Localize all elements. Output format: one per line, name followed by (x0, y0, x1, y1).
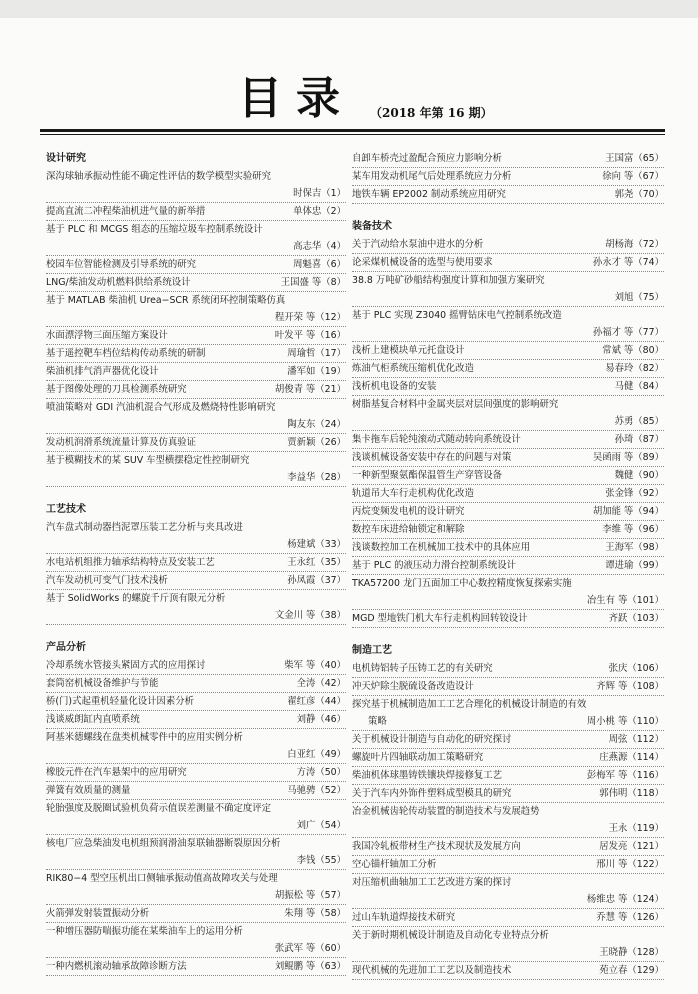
toc-entry-author-page: 周弦（112） (606, 731, 664, 748)
toc-entry (46, 870, 346, 887)
toc-entry-author-page: 庄燕源（114） (596, 749, 664, 766)
toc-entry-title: 喷油策略对 GDI 汽油机混合气形成及燃烧特性影响研究 (46, 399, 278, 416)
toc-entry-title: 对压缩机曲轴加工工艺改进方案的探讨 (352, 874, 514, 891)
toc-entry (46, 940, 346, 958)
toc-entry (46, 469, 346, 487)
page-title: 目录 (238, 73, 354, 124)
toc-entry-author-page: 时保吉（1） (290, 185, 346, 202)
toc-entry (352, 378, 664, 396)
toc-entry (352, 413, 664, 431)
toc-entry (352, 186, 664, 204)
toc-entry (46, 746, 346, 764)
toc-entry-title: LNG/柴油发动机燃料供给系统设计 (46, 274, 194, 291)
toc-entry (352, 785, 664, 803)
toc-entry (352, 678, 664, 696)
toc-entry (352, 342, 664, 360)
toc-entry-author-page: 魏健（90） (612, 467, 664, 484)
toc-entry-title: 核电厂应急柴油发电机组预润滑油泵联轴器断裂原因分析 (46, 835, 283, 852)
left-column (46, 150, 346, 990)
section-heading: 制造工艺 (352, 645, 392, 656)
toc-entry (352, 539, 664, 557)
toc-entry-author-page: 孙福才 等（77） (590, 324, 664, 341)
toc-entry-title: 集卡拖车后轮纯滚动式随动转向系统设计 (352, 431, 524, 448)
toc-entry (352, 431, 664, 449)
toc-entry-title: 冲天炉除尘脱硫设备改造设计 (352, 678, 477, 695)
toc-entry-author-page: 全涛（42） (294, 675, 346, 692)
toc-entry-author-page: 李钱（55） (294, 852, 346, 869)
toc-entry-author-page: 胡振松 等（57） (272, 887, 346, 904)
toc-entry-title: 冷却系统水管接头紧固方式的应用探讨 (46, 657, 208, 674)
toc-entry (46, 256, 346, 274)
toc-entry-title: 水面漂浮物三面压缩方案设计 (46, 327, 171, 344)
toc-entry (46, 434, 346, 452)
toc-entry-author-page: 王晓静（128） (596, 944, 664, 961)
toc-section (46, 501, 346, 625)
toc-entry-title: 一种新型聚氨酯保温管生产穿管设备 (352, 467, 505, 484)
toc-entry-author-page: 徐向 等（67） (599, 168, 664, 185)
toc-entry-title: 汽车盘式制动器挡泥罩压装工艺分析与夹具改进 (46, 519, 246, 536)
toc-entry-title: MGD 型地铁门机大车行走机构回转铰设计 (352, 610, 531, 627)
toc-entry-author-page: 李维 等（96） (599, 521, 664, 538)
toc-entry-author-page: 白亚红（49） (284, 746, 346, 763)
toc-entry-title: 橡胶元件在汽车悬架中的应用研究 (46, 764, 190, 781)
toc-entry-author-page: 孙凤霞（37） (284, 572, 346, 589)
toc-entry-author-page: 齐辉 等（108） (593, 678, 664, 695)
toc-entry (352, 168, 664, 186)
toc-entry (352, 575, 664, 592)
toc-entry-title: 关于机械设计制造与自动化的研究探讨 (352, 731, 514, 748)
toc-entry-title: 基于 PLC 的液压动力滑台控制系统设计 (352, 557, 519, 574)
toc-entry-author-page: 叶发平 等（16） (272, 327, 346, 344)
toc-entry-title: 水电站机组推力轴承结构特点及安装工艺 (46, 554, 218, 571)
toc-entry-title: 柴油机体球墨铸铁镶块焊接修复工艺 (352, 767, 505, 784)
toc-entry (46, 572, 346, 590)
toc-entry-title: 基于 MATLAB 柴油机 Urea−SCR 系统闭环控制策略仿真 (46, 292, 288, 309)
toc-entry (46, 452, 346, 469)
toc-entry (352, 749, 664, 767)
toc-entry (46, 852, 346, 870)
toc-entry-title: 过山车轨道焊接技术研究 (352, 909, 458, 926)
toc-entry-author-page: 杨建斌（33） (284, 536, 346, 553)
toc-entry-title: 树脂基复合材料中金属夹层对层间强度的影响研究 (352, 396, 561, 413)
toc-entry-author-page: 刘静（46） (294, 711, 346, 728)
toc-entry-title: 自卸车桥壳过盈配合预应力影响分析 (352, 150, 505, 167)
toc-entry (46, 711, 346, 729)
toc-entry-title: 炼油气柜系统压缩机优化改造 (352, 360, 477, 377)
toc-entry-author-page: 马驰骋（52） (284, 782, 346, 799)
toc-section (352, 218, 664, 628)
toc-entry-title: 策略 (368, 713, 390, 730)
toc-entry (352, 485, 664, 503)
toc-entry-title: 柴油机排气消声器优化设计 (46, 363, 162, 380)
toc-entry-title: 基于 PLC 实现 Z3040 摇臂钻床电气控制系统改造 (352, 307, 565, 324)
toc-entry-title: 论采煤机械设备的选型与使用要求 (352, 254, 496, 271)
toc-entry (46, 607, 346, 625)
toc-entry (46, 327, 346, 345)
toc-entry-author-page: 苑立春（129） (596, 962, 664, 979)
toc-entry (352, 660, 664, 678)
toc-entry (352, 150, 664, 168)
toc-entry-author-page: 王永红（35） (284, 554, 346, 571)
toc-entry-title: 探究基于机械制造加工工艺合理化的机械设计制造的有效 (352, 696, 589, 713)
toc-entry (46, 185, 346, 203)
toc-entry (46, 274, 346, 292)
toc-entry (352, 557, 664, 575)
toc-entry (352, 731, 664, 749)
toc-entry (46, 345, 346, 363)
toc-entry-author-page: 胡加能 等（94） (590, 503, 664, 520)
toc-entry-title: 校园车位智能检测及引导系统的研究 (46, 256, 199, 273)
toc-entry (46, 238, 346, 256)
toc-entry-author-page: 王国盛 等（8） (278, 274, 346, 291)
toc-entry (46, 675, 346, 693)
toc-entry (46, 835, 346, 852)
toc-entry-author-page: 吴函雨 等（89） (590, 449, 664, 466)
toc-entry (46, 221, 346, 238)
toc-entry (352, 307, 664, 324)
toc-entry (352, 696, 664, 713)
toc-entry (46, 519, 346, 536)
toc-entry-author-page: 居发亮（121） (596, 838, 664, 855)
toc-entry-author-page: 苏勇（85） (612, 413, 664, 430)
toc-entry (46, 416, 346, 434)
toc-entry-title: 螺旋叶片四轴联动加工策略研究 (352, 749, 486, 766)
toc-entry (352, 396, 664, 413)
toc-entry (46, 764, 346, 782)
toc-entry-author-page: 胡俊青 等（21） (272, 381, 346, 398)
toc-section (46, 639, 346, 976)
toc-entry-title: 数控车床进给轴锁定和解除 (352, 521, 468, 538)
toc-entry-title: 提高直流二冲程柴油机进气量的新举措 (46, 203, 208, 220)
toc-entry-title: 丙烷变频发电机的设计研究 (352, 503, 468, 520)
toc-entry-author-page: 齐跃（103） (606, 610, 664, 627)
toc-entry-author-page: 孙永才 等（74） (590, 254, 664, 271)
toc-entry-author-page: 文金川 等（38） (272, 607, 346, 624)
toc-entry (352, 272, 664, 289)
toc-entry-title: 发动机润滑系统流量计算及仿真验证 (46, 434, 199, 451)
section-heading: 工艺技术 (46, 504, 86, 515)
toc-entry (352, 944, 664, 962)
toc-entry (352, 324, 664, 342)
toc-entry-title: 火箭弹发射装置振动分析 (46, 905, 152, 922)
toc-entry-author-page: 乔慧 等（126） (593, 909, 664, 926)
toc-entry (352, 236, 664, 254)
toc-entry (352, 874, 664, 891)
toc-entry-title: 基于图像处理的刀具检测系统研究 (46, 381, 190, 398)
toc-entry-title: 关于汽动给水泵油中进水的分析 (352, 236, 486, 253)
toc-entry-author-page: 胡杨海（72） (602, 236, 664, 253)
toc-entry-author-page: 刘旭（75） (612, 289, 664, 306)
toc-entry-author-page: 贾新颖（26） (284, 434, 346, 451)
toc-entry-title: 基于 PLC 和 MCGS 组态的压缩垃圾车控制系统设计 (46, 221, 266, 238)
toc-entry (352, 856, 664, 874)
toc-entry (46, 168, 346, 185)
toc-entry-author-page: 王永（119） (606, 820, 664, 837)
toc-entry (352, 467, 664, 485)
toc-entry-author-page: 郭伟明（118） (596, 785, 664, 802)
toc-entry (46, 381, 346, 399)
toc-entry (352, 803, 664, 820)
toc-entry-author-page: 马健（84） (612, 378, 664, 395)
toc-entry (46, 887, 346, 905)
toc-entry (352, 503, 664, 521)
toc-entry-author-page: 张金锋（92） (602, 485, 664, 502)
toc-entry (46, 729, 346, 746)
toc-entry (46, 782, 346, 800)
toc-entry (46, 800, 346, 817)
toc-entry-title: 轮胎强度及脱圈试验机负荷示值误差测量不确定度评定 (46, 800, 274, 817)
toc-entry (46, 554, 346, 572)
issue-label: （2018 年第 16 期） (370, 106, 493, 120)
toc-entry-author-page: 冶生有 等（101） (584, 592, 664, 609)
toc-entry (352, 820, 664, 838)
toc-entry (352, 449, 664, 467)
toc-entry-title: 桥(门)式起重机轻量化设计因素分析 (46, 693, 197, 710)
toc-entry-title: TKA57200 龙门五面加工中心数控精度恢复探索实施 (352, 575, 575, 592)
toc-entry-author-page: 翟红彦（44） (284, 693, 346, 710)
toc-entry-title: 某车用发动机尾气后处理系统应力分析 (352, 168, 514, 185)
toc-entry-title: 地铁车辆 EP2002 制动系统应用研究 (352, 186, 509, 203)
toc-entry-title: 空心锚杆轴加工分析 (352, 856, 439, 873)
toc-entry-author-page: 程开荣 等（12） (272, 309, 346, 326)
toc-entry (352, 891, 664, 909)
toc-entry-title: 浅谈机械设备安装中存在的问题与对策 (352, 449, 514, 466)
toc-entry-title: 一种内燃机滚动轴承故障诊断方法 (46, 958, 190, 975)
toc-entry (352, 289, 664, 307)
toc-entry-author-page: 周魁喜（6） (290, 256, 346, 273)
toc-entry-title: 关于汽车内外饰件塑料成型模具的研究 (352, 785, 514, 802)
toc-entry (352, 592, 664, 610)
toc-entry-title: RIK80−4 型空压机出口侧轴承振动值高故障攻关与处理 (46, 870, 281, 887)
toc-entry (46, 958, 346, 976)
toc-entry-author-page: 方涛（50） (294, 764, 346, 781)
toc-entry-title: 一种增压器防喘振功能在某柴油车上的运用分析 (46, 923, 246, 940)
toc-entry (46, 693, 346, 711)
toc-entry (352, 962, 664, 980)
toc-entry-author-page: 谭进瑜（99） (602, 557, 664, 574)
toc-entry (352, 521, 664, 539)
toc-entry-title: 基于 SolidWorks 的螺旋千斤顶有限元分析 (46, 590, 228, 607)
toc-entry-title: 基于遥控靶车档位结构传动系统的研制 (46, 345, 208, 362)
toc-entry-author-page: 孙琦（87） (612, 431, 664, 448)
toc-entry-author-page: 张武军 等（60） (272, 940, 346, 957)
toc-entry-title: 深沟球轴承振动性能不确定性评估的数学模型实验研究 (46, 168, 274, 185)
section-heading: 产品分析 (46, 642, 86, 653)
toc-entry-author-page: 高志华（4） (290, 238, 346, 255)
toc-entry-title: 浅谈数控加工在机械加工技术中的具体应用 (352, 539, 533, 556)
title-rule-thin (40, 134, 665, 135)
toc-entry (352, 610, 664, 628)
toc-entry (46, 292, 346, 309)
toc-entry-author-page: 彭梅军 等（116） (584, 767, 664, 784)
toc-entry (46, 363, 346, 381)
toc-entry-author-page: 陶友东（24） (284, 416, 346, 433)
toc-entry-author-page: 李益华（28） (284, 469, 346, 486)
toc-entry (46, 817, 346, 835)
right-column (352, 150, 664, 994)
toc-entry (46, 536, 346, 554)
toc-entry-title: 轨道吊大车行走机构优化改造 (352, 485, 477, 502)
toc-entry-title: 汽车发动机可变气门技术浅析 (46, 572, 171, 589)
toc-entry-title: 套筒窑机械设备维护与节能 (46, 675, 162, 692)
toc-entry (46, 203, 346, 221)
toc-section (352, 150, 664, 204)
title-rule-thick (40, 129, 665, 132)
toc-entry-author-page: 常斌 等（80） (599, 342, 664, 359)
toc-entry (352, 767, 664, 785)
toc-entry-author-page: 刘鲲鹏 等（63） (272, 958, 346, 975)
toc-entry (352, 713, 664, 731)
toc-entry (352, 254, 664, 272)
toc-section (352, 642, 664, 980)
toc-entry-author-page: 周瑜哲（17） (284, 345, 346, 362)
toc-entry-title: 现代机械的先进加工工艺以及制造技术 (352, 962, 514, 979)
toc-entry (352, 360, 664, 378)
toc-section (46, 150, 346, 487)
section-heading: 装备技术 (352, 221, 392, 232)
section-heading: 设计研究 (46, 153, 86, 164)
toc-entry-title: 电机铸铝转子压铸工艺的有关研究 (352, 660, 496, 677)
toc-entry (46, 590, 346, 607)
toc-entry-author-page: 杨维忠 等（124） (584, 891, 664, 908)
toc-entry (352, 838, 664, 856)
toc-entry-title: 我国冷轧板带材生产技术现状及发展方向 (352, 838, 524, 855)
toc-entry-title: 浅析机电设备的安装 (352, 378, 439, 395)
toc-entry (352, 909, 664, 927)
toc-entry-title: 阿基米德螺线在盘类机械零件中的应用实例分析 (46, 729, 246, 746)
toc-entry-author-page: 王国富（65） (602, 150, 664, 167)
toc-entry-author-page: 柴军 等（40） (281, 657, 346, 674)
toc-entry-author-page: 郭尧（70） (612, 186, 664, 203)
toc-entry (352, 927, 664, 944)
toc-entry-author-page: 潘军如（19） (284, 363, 346, 380)
toc-entry-author-page: 单体忠（2） (290, 203, 346, 220)
toc-entry-title: 浅谈威朗缸内直喷系统 (46, 711, 143, 728)
toc-entry-author-page: 易春玲（82） (602, 360, 664, 377)
toc-entry-author-page: 王海军（98） (602, 539, 664, 556)
toc-entry-author-page: 朱翔 等（58） (281, 905, 346, 922)
toc-entry (46, 657, 346, 675)
toc-entry (46, 399, 346, 416)
toc-entry-title: 冶金机械齿轮传动装置的制造技术与发展趋势 (352, 803, 543, 820)
toc-entry-title: 关于新时期机械设计制造及自动化专业特点分析 (352, 927, 552, 944)
toc-entry-title: 弹簧有效质量的测量 (46, 782, 133, 799)
toc-entry (46, 905, 346, 923)
toc-entry-author-page: 张庆（106） (606, 660, 664, 677)
toc-entry-author-page: 刘广（54） (294, 817, 346, 834)
toc-entry-title: 基于模糊技术的某 SUV 车型横摆稳定性控制研究 (46, 452, 252, 469)
toc-entry-author-page: 周小桃 等（110） (584, 713, 664, 730)
toc-entry-title: 38.8 万吨矿砂船结构强度计算和加强方案研究 (352, 272, 548, 289)
toc-entry-title: 浅析上建模块单元托盘设计 (352, 342, 468, 359)
toc-entry (46, 309, 346, 327)
toc-entry (46, 923, 346, 940)
toc-entry-author-page: 邢川 等（122） (593, 856, 664, 873)
top-scan-band (0, 0, 698, 18)
